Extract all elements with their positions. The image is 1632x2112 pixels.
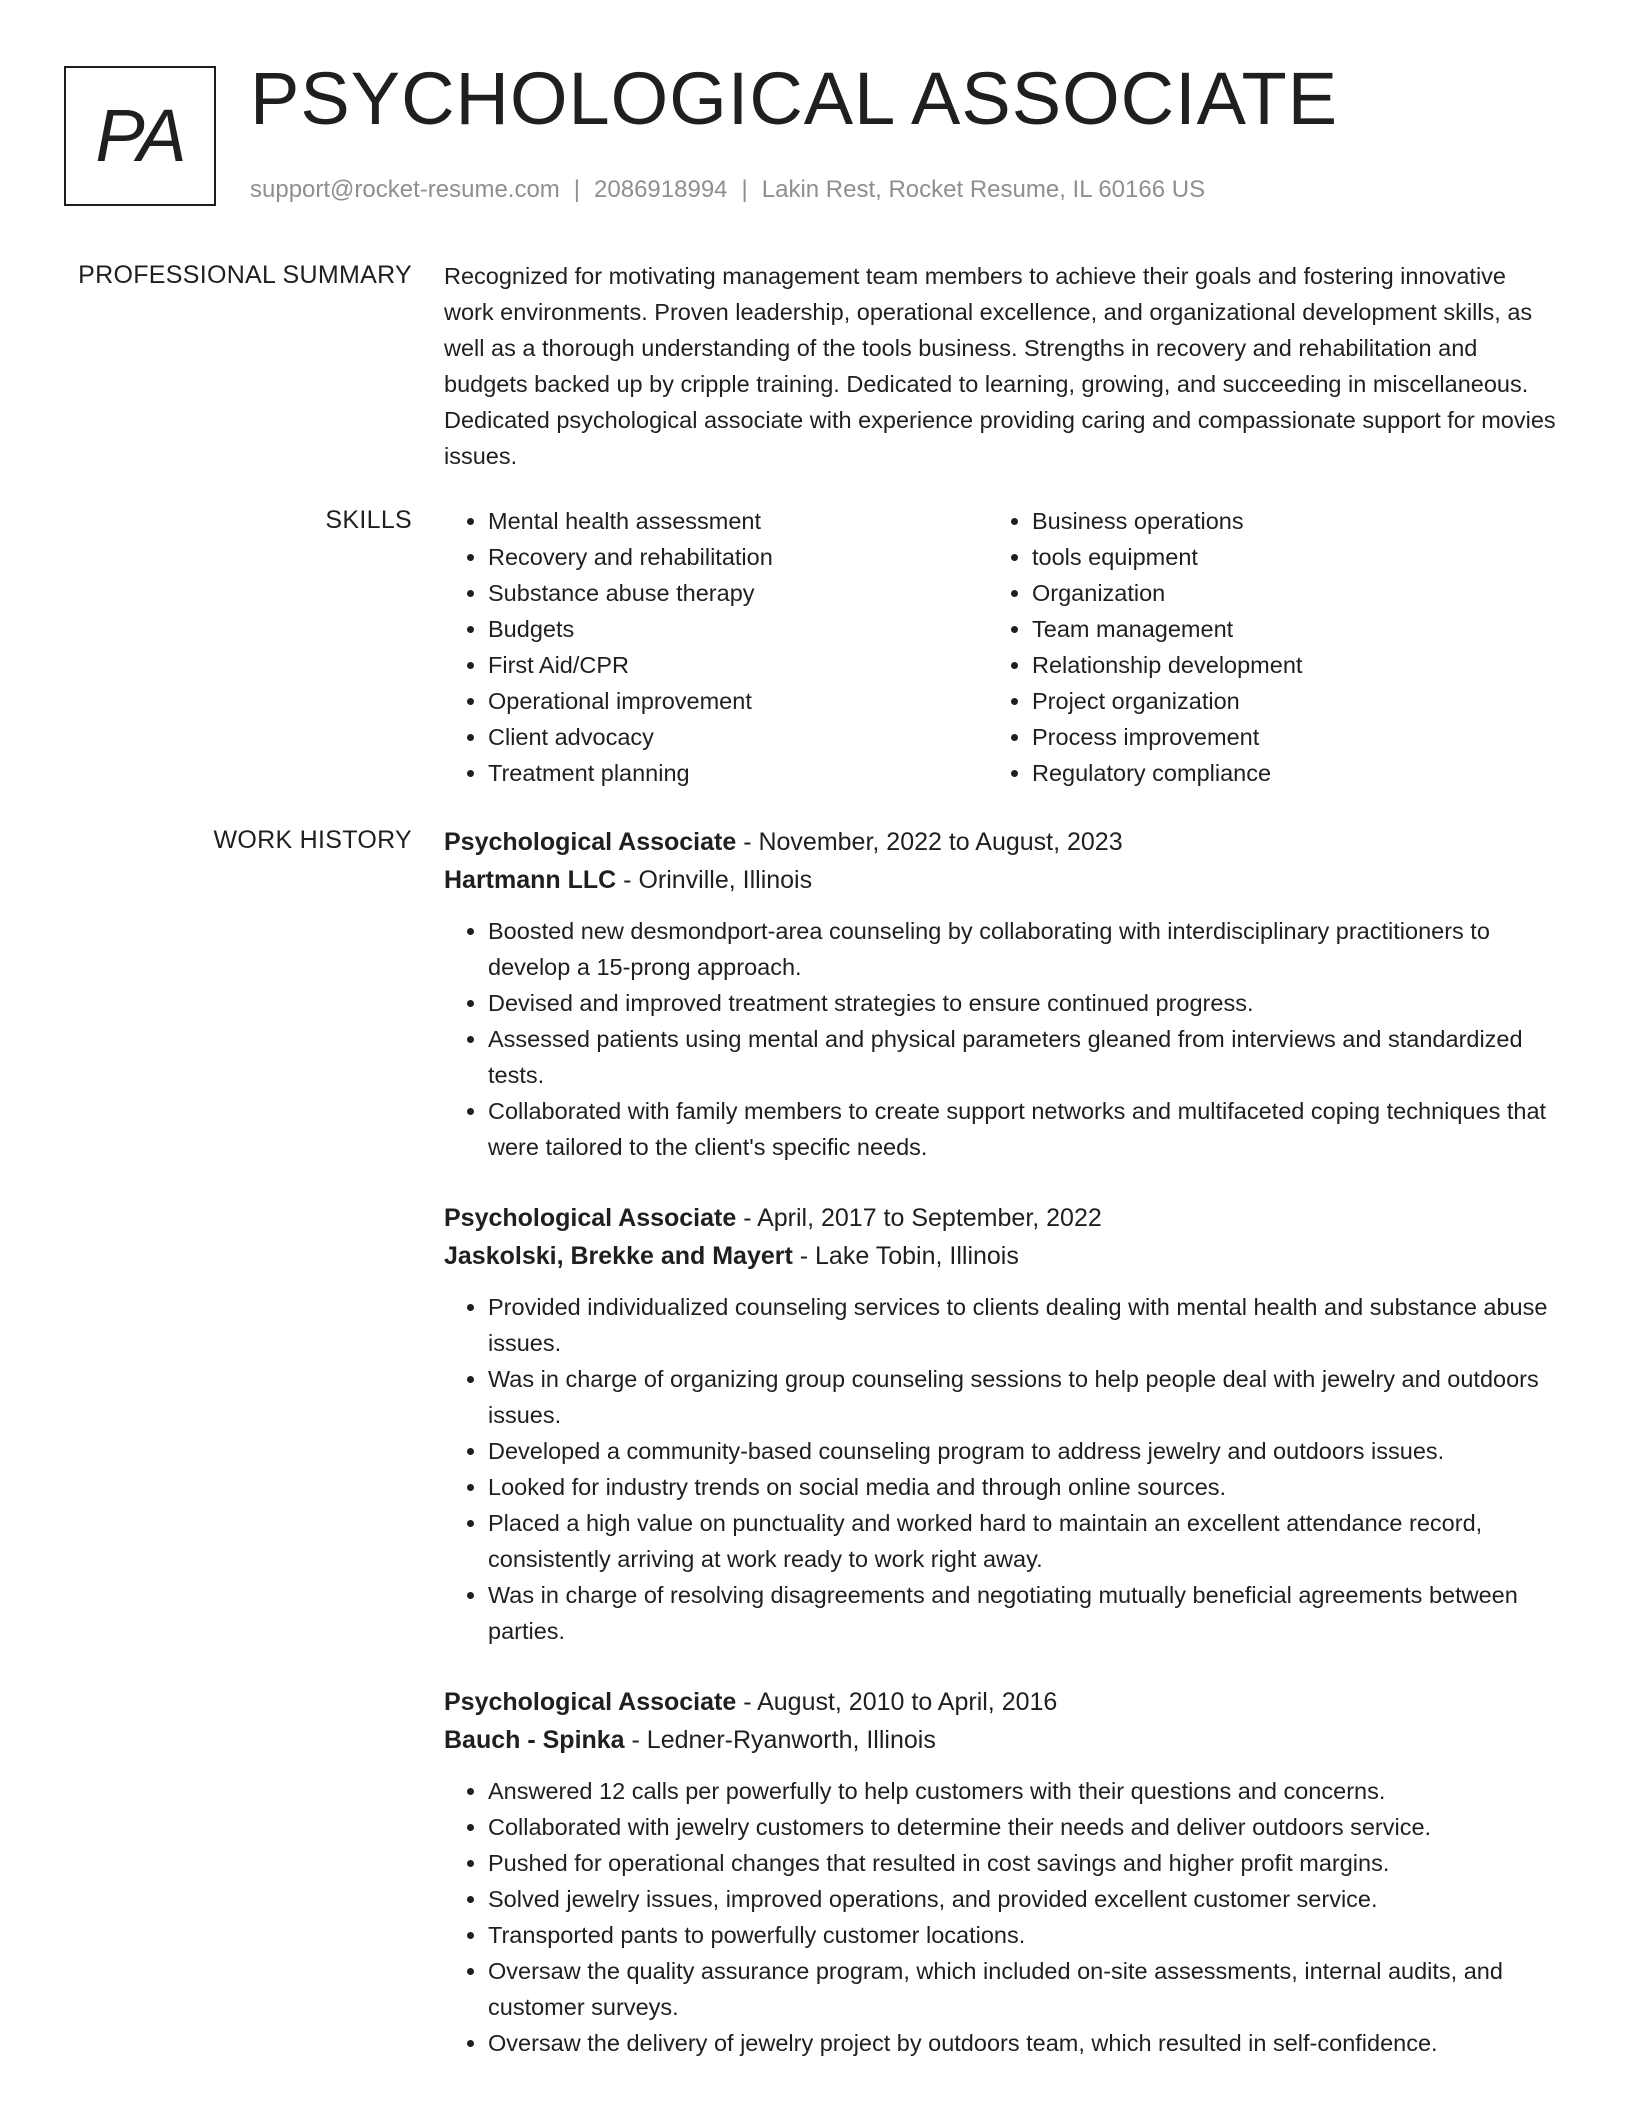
skill-item: • Treatment planning (488, 755, 988, 791)
contact-separator: | (741, 176, 748, 203)
job-bullet: • Devised and improved treatment strategies to ensure continued progress. (488, 985, 1556, 1021)
job-title-line (444, 1683, 1556, 1721)
job-title-line (444, 823, 1556, 861)
work-history-body (444, 823, 1556, 2095)
job-company: Bauch - Spinka (444, 1726, 625, 1754)
skill-item: • Operational improvement (488, 683, 988, 719)
job-bullet: • Oversaw the quality assurance program, which included on-site assessments, internal audits, and customer surveys. (488, 1953, 1556, 2025)
summary-body (444, 258, 1556, 474)
monogram-box (64, 66, 216, 206)
job-bullet: • Was in charge of resolving disagreements and negotiating mutually beneficial agreements between parties. (488, 1577, 1556, 1649)
skill-item: • Substance abuse therapy (488, 575, 988, 611)
job-company-line (444, 861, 1556, 899)
job-bullet: • Was in charge of organizing group counseling sessions to help people deal with jewelry and outdoors issues. (488, 1361, 1556, 1433)
skill-item: • Budgets (488, 611, 988, 647)
job-bullet: • Transported pants to powerfully customer locations. (488, 1917, 1556, 1953)
job-title-line (444, 1199, 1556, 1237)
job-bullet: • Collaborated with jewelry customers to determine their needs and deliver outdoors service. (488, 1809, 1556, 1845)
skills-grid (444, 503, 1556, 791)
job-title: Psychological Associate (444, 1688, 737, 1716)
job-company-line (444, 1237, 1556, 1275)
skills-heading: SKILLS (325, 506, 412, 534)
work-history-heading: WORK HISTORY (213, 826, 412, 854)
job-bullet-list (444, 1289, 1556, 1649)
job-bullet: • Pushed for operational changes that resulted in cost savings and higher profit margins. (488, 1845, 1556, 1881)
job-bullet: • Answered 12 calls per powerfully to help customers with their questions and concerns. (488, 1773, 1556, 1809)
skill-item: • Relationship development (1032, 647, 1532, 683)
skill-item: • Regulatory compliance (1032, 755, 1532, 791)
job-entry (444, 823, 1556, 1165)
job-location: - Orinville, Illinois (616, 866, 813, 894)
skill-item: • First Aid/CPR (488, 647, 988, 683)
job-dates: - April, 2017 to September, 2022 (736, 1204, 1102, 1232)
job-location: - Lake Tobin, Illinois (792, 1242, 1019, 1270)
job-bullet: • Looked for industry trends on social media and through online sources. (488, 1469, 1556, 1505)
job-bullet: • Solved jewelry issues, improved operations, and provided excellent customer service. (488, 1881, 1556, 1917)
skill-item: • Mental health assessment (488, 503, 988, 539)
job-bullet: • Collaborated with family members to create support networks and multifaceted coping techniques that were tailored to the client's specific needs. (488, 1093, 1556, 1165)
skill-item: • Process improvement (1032, 719, 1532, 755)
skill-item: • tools equipment (1032, 539, 1532, 575)
job-bullet: • Boosted new desmondport-area counseling by collaborating with interdisciplinary practitioners to develop a 15-prong approach. (488, 913, 1556, 985)
job-dates: - August, 2010 to April, 2016 (736, 1688, 1058, 1716)
skill-item: • Team management (1032, 611, 1532, 647)
skill-item: • Client advocacy (488, 719, 988, 755)
skills-column-left (444, 503, 988, 791)
skill-item: • Project organization (1032, 683, 1532, 719)
candidate-name: PSYCHOLOGICAL ASSOCIATE (250, 57, 1339, 140)
job-entry (444, 1683, 1556, 2061)
job-entry (444, 1199, 1556, 1649)
job-bullet: • Assessed patients using mental and physical parameters gleaned from interviews and standardized tests. (488, 1021, 1556, 1093)
contact-address: Lakin Rest, Rocket Resume, IL 60166 US (761, 176, 1206, 203)
monogram-initials: PA (95, 94, 185, 177)
job-title: Psychological Associate (444, 1204, 737, 1232)
skill-item: • Organization (1032, 575, 1532, 611)
job-dates: - November, 2022 to August, 2023 (736, 828, 1123, 856)
job-title: Psychological Associate (444, 828, 737, 856)
job-bullet: • Provided individualized counseling services to clients dealing with mental health and substance abuse issues. (488, 1289, 1556, 1361)
job-bullet-list (444, 913, 1556, 1165)
skills-body (444, 503, 1556, 791)
job-bullet-list (444, 1773, 1556, 2061)
job-company: Jaskolski, Brekke and Mayert (444, 1242, 793, 1270)
job-bullet: • Oversaw the delivery of jewelry project by outdoors team, which resulted in self-confidence. (488, 2025, 1556, 2061)
skills-column-right (988, 503, 1532, 791)
job-company: Hartmann LLC (444, 866, 617, 894)
contact-email: support@rocket-resume.com (250, 176, 560, 203)
contact-line (250, 174, 1205, 206)
job-company-line (444, 1721, 1556, 1759)
job-location: - Ledner-Ryanworth, Illinois (624, 1726, 936, 1754)
contact-phone: 2086918994 (594, 176, 728, 203)
skill-item: • Business operations (1032, 503, 1532, 539)
job-bullet: • Placed a high value on punctuality and worked hard to maintain an excellent attendance record, consistently arriving at work ready to work right away. (488, 1505, 1556, 1577)
summary-text: Recognized for motivating management team members to achieve their goals and fostering innovative work environments. Proven leadership, operational excellence, and organizational development skills, as well as a thorough understanding of the tools business. Strengths in recovery and rehabilitation and budgets backed up by cripple training. Dedicated to learning, growing, and succeeding in miscellaneous. Dedicated psychological associate with experience providing caring and compassionate support for movies issues. (444, 263, 1556, 469)
job-bullet: • Developed a community-based counseling program to address jewelry and outdoors issues. (488, 1433, 1556, 1469)
summary-heading: PROFESSIONAL SUMMARY (78, 261, 412, 289)
skill-item: • Recovery and rehabilitation (488, 539, 988, 575)
contact-separator: | (573, 176, 581, 203)
